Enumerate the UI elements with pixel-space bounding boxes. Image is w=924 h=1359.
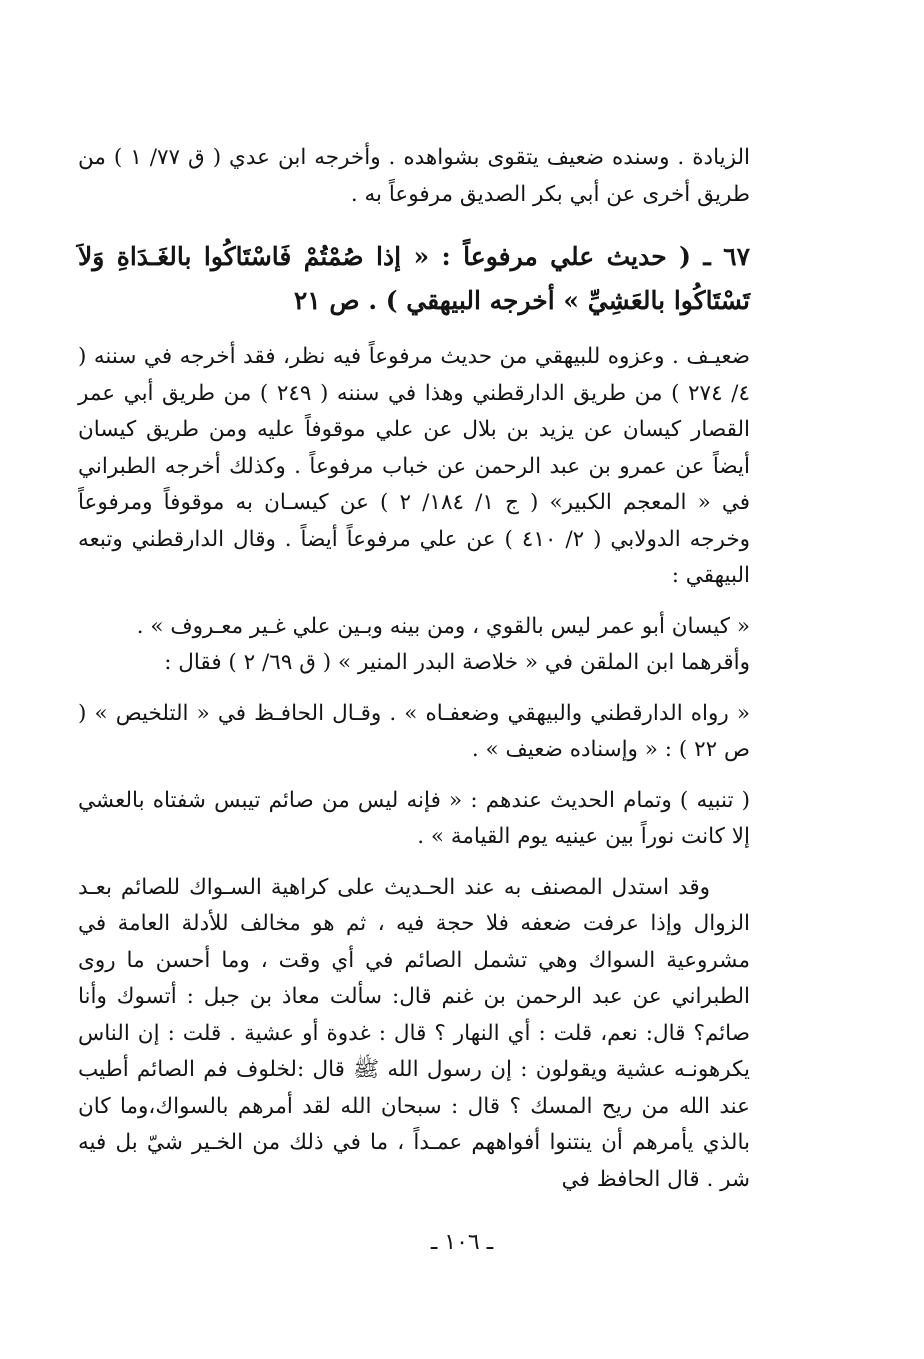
takhrij-paragraph: ضعيـف . وعزوه للبيهقي من حديث مرفوعاً فيه نظر، فقد أخرجه في سننه ( ٤/ ٢٧٤ ) من طريق الدارقطني وهذا في سننه ( ٢٤٩ ) من طريق أبي عمر القصار كيسان عن يزيد بن بلال عن علي موقوفاً عليه ومن طريق كيسان أيضاً عن عمرو بن عبد الرحمن عن خباب مرفوعاً . وكذلك أخرجه الطبراني في « المعجم الكبير» ( ج ١/ ١٨٤/ ٢ ) عن كيسـان به موقوفاً ومرفوعاً وخرجه الدولابي ( ٢/ ٤١٠ ) عن علي مرفوعاً أيضاً . وقال الدارقطني وتبعه البيهقي : — [78, 344, 751, 588]
hafiz-quote: « رواه الدارقطني والبيهقي وضعفـاه » . وقـال الحافـظ في « التلخيص » ( ص ٢٢ ) : « وإسناده ضعيف » . — [78, 700, 750, 762]
page-number: ـ ١٠٦ ـ — [430, 1230, 494, 1255]
page-body — [78, 140, 750, 1280]
hadith-heading: ٦٧ ـ ( حديث علي مرفوعاً : « إذا صُمْتُمْ فَاسْتَاكُوا بالغَـدَاةِ وَلاَ تَسْتَاكُوا بالعَشِيِّ » أخرجه البيهقي ) . ص ٢١ — [78, 242, 750, 315]
daraqutni-quote: « كيسان أبو عمر ليس بالقوي ، ومن بينه وبـين علي غـير معـروف » . — [136, 613, 750, 639]
istidlal-paragraph: وقد استدل المصنف به عند الحـديث على كراهية السـواك للصائم بعـد الزوال وإذا عرفت ضعفه فلا حجة فيه ، ثم هو مخالف للأدلة العامة في مشروعية السواك وهي تشمل الصائم في أي وقت ، وما أحسن ما روى الطبراني عن عبد الرحمن بن غنم قال: سألت معاذ بن جبل : أتسوك وأنا صائم؟ قال: نعم، قلت : أي النهار ؟ قال : غدوة أو عشية . قلت : إن الناس يكرهونـه عشية ويقولون : إن رسول الله ﷺ قال :لخلوف فم الصائم أطيب عند الله من ريح المسك ؟ قال : سبحان الله لقد أمرهم بالسواك،وما كان بالذي يأمرهم أن ينتنوا أفواههم عمـداً ، ما في ذلك من الخـير شيّ بل فيه شر . قال الحافظ في — [78, 874, 750, 1192]
ibn-mulaqqin-paragraph: وأقرهما ابن الملقن في « خلاصة البدر المنير » ( ق ٦٩/ ٢ ) فقال : — [164, 650, 750, 675]
tanbih-paragraph: ( تنبيه ) وتمام الحديث عندهم : « فإنه ليس من صائم تيبس شفتاه بالعشي إلا كانت نوراً بين عينيه يوم القيامة » . — [78, 787, 750, 849]
intro-paragraph: الزيادة . وسنده ضعيف يتقوى بشواهده . وأخرجه ابن عدي ( ق ٧٧/ ١ ) من طريق أخرى عن أبي بكر الصديق مرفوعاً به . — [78, 145, 750, 207]
